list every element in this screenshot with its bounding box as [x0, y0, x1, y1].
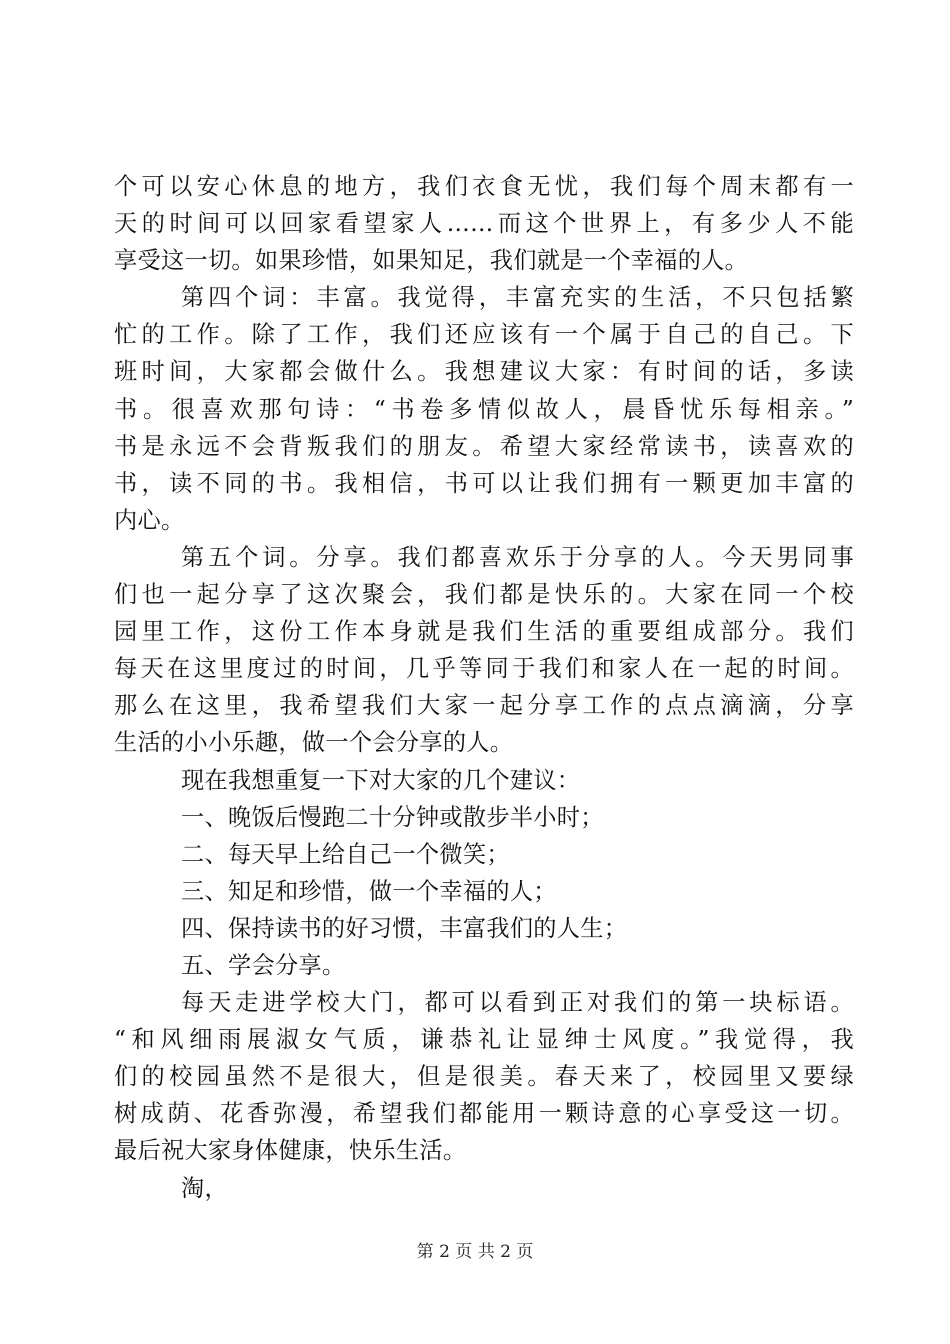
text-line: 淘，: [181, 1174, 228, 1202]
text-line: 生活的小小乐趣，做一个会分享的人。: [114, 729, 514, 757]
text-line: 最后祝大家身体健康，快乐生活。: [114, 1137, 467, 1165]
text-line: 书。很喜欢那句诗：“书卷多情似故人，晨昏忧乐每相亲。”: [114, 395, 854, 423]
text-line: 们的校园虽然不是很大，但是很美。春天来了，校园里又要绿: [114, 1063, 854, 1091]
text-line: 书，读不同的书。我相信，书可以让我们拥有一颗更加丰富的: [114, 469, 854, 497]
text-line: 个可以安心休息的地方，我们衣食无忧，我们每个周末都有一: [114, 173, 854, 200]
text-line: 树成荫、花香弥漫，希望我们都能用一颗诗意的心享受这一切。: [114, 1100, 854, 1128]
text-line: 第五个词。分享。我们都喜欢乐于分享的人。今天男同事: [181, 543, 854, 571]
text-line: 那么在这里，我希望我们大家一起分享工作的点点滴滴，分享: [114, 692, 854, 720]
text-line: 书是永远不会背叛我们的朋友。希望大家经常读书，读喜欢的: [114, 432, 854, 460]
text-line: 每天在这里度过的时间，几乎等同于我们和家人在一起的时间。: [114, 655, 854, 683]
text-line: 每天走进学校大门，都可以看到正对我们的第一块标语。: [181, 989, 854, 1017]
text-line: 们也一起分享了这次聚会，我们都是快乐的。大家在同一个校: [114, 581, 854, 609]
text-line: “和风细雨展淑女气质，谦恭礼让显绅士风度。”我觉得，我: [114, 1026, 854, 1054]
text-line: 五、学会分享。: [181, 951, 346, 979]
text-line: 班时间，大家都会做什么。我想建议大家：有时间的话，多读: [114, 358, 854, 386]
text-line: 三、知足和珍惜，做一个幸福的人；: [181, 877, 557, 905]
text-line: 第四个词：丰富。我觉得，丰富充实的生活，不只包括繁: [181, 284, 854, 312]
document-body: [114, 168, 854, 1207]
page-number-label: 第 2 页 共 2 页: [416, 1242, 534, 1262]
text-line: 园里工作，这份工作本身就是我们生活的重要组成部分。我们: [114, 618, 854, 646]
text-line: 二、每天早上给自己一个微笑；: [181, 840, 510, 868]
text-line: 天的时间可以回家看望家人……而这个世界上，有多少人不能: [114, 210, 854, 238]
text-line: 四、保持读书的好习惯，丰富我们的人生；: [181, 914, 628, 942]
text-line: 一、晚饭后慢跑二十分钟或散步半小时；: [181, 803, 604, 831]
text-line: 内心。: [114, 506, 185, 534]
text-line: 忙的工作。除了工作，我们还应该有一个属于自己的自己。下: [114, 321, 854, 349]
text-line: 享受这一切。如果珍惜，如果知足，我们就是一个幸福的人。: [114, 247, 749, 275]
text-line: 现在我想重复一下对大家的几个建议：: [181, 766, 581, 794]
page-footer: [0, 1240, 950, 1264]
